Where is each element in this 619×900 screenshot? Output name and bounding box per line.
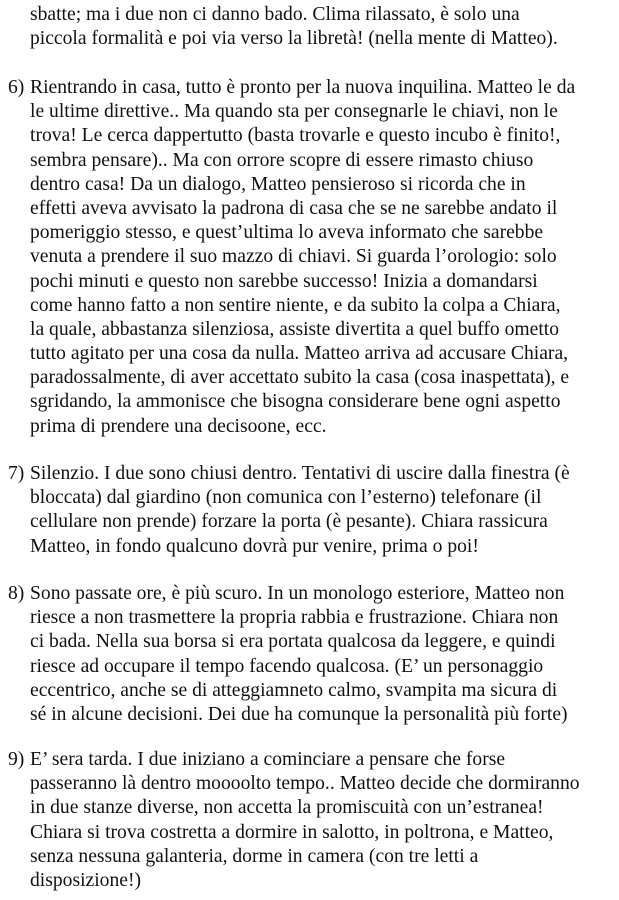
text-line: riesce a non trasmettere la propria rabbia e frustrazione. Chiara non	[30, 607, 559, 629]
item-text	[30, 76, 575, 439]
item-text	[30, 582, 568, 727]
item-number: 8)	[8, 583, 25, 604]
text-line: Sono passate ore, è più scuro. In un monologo esteriore, Matteo non	[30, 583, 565, 604]
item-number: 6)	[8, 77, 25, 98]
item-text	[30, 462, 570, 559]
text-line: eccentrico, anche se di atteggiamneto calmo, svampita ma sicura di	[30, 679, 558, 701]
text-line: disposizione!)	[30, 869, 142, 891]
text-line: le ultime direttive.. Ma quando sta per consegnarle le chiavi, non le	[30, 101, 558, 123]
text-line: paradossalmente, di aver accettato subito la casa (cosa inaspettata), e	[30, 367, 570, 389]
text-line: cellulare non prende) forzare la porta (è pesante). Chiara rassicura	[30, 511, 548, 533]
text-line: pochi minuti e questo non sarebbe successo! Inizia a domandarsi	[30, 270, 538, 292]
text-line: tutto agitato per una cosa da nulla. Matteo arriva ad accusare Chiara,	[30, 343, 569, 365]
item-text	[30, 748, 580, 893]
text-line: passeranno là dentro moooolto tempo.. Matteo decide che dormiranno	[30, 773, 580, 795]
text-line: Silenzio. I due sono chiusi dentro. Tentativi di uscire dalla finestra (è	[30, 463, 570, 484]
text-line: come hanno fatto a non sentire niente, e da subito la colpa a Chiara,	[30, 294, 561, 316]
text-line: senza nessuna galanteria, dorme in camera (con tre letti a	[30, 845, 479, 867]
text-line: pomeriggio stesso, e quest’ultima lo aveva informato che sarebbe	[30, 222, 544, 244]
item-number: 9)	[8, 749, 25, 770]
text-line: Rientrando in casa, tutto è pronto per la nuova inquilina. Matteo le da	[30, 77, 576, 98]
text-line: E’ sera tarda. I due iniziano a cominciare a pensare che forse	[30, 749, 506, 770]
item-number: 7)	[8, 463, 25, 484]
text-line: prima di prendere una decisoone, ecc.	[30, 415, 327, 437]
text-line: piccola formalità e poi via verso la libretà! (nella mente di Matteo).	[30, 28, 558, 50]
text-line: dentro casa! Da un dialogo, Matteo pensieroso si ricorda che in	[30, 173, 526, 195]
text-line: bloccata) dal giardino (non comunica con l’esterno) telefonare (il	[30, 487, 542, 509]
text-line: Matteo, in fondo qualcuno dovrà pur venire, prima o poi!	[30, 535, 479, 557]
text-line: in due stanze diverse, non accetta la promiscuità con un’estranea!	[30, 797, 544, 819]
text-line: sé in alcune decisioni. Dei due ha comunque la personalità più forte)	[30, 703, 568, 725]
text-line: effetti aveva avvisato la padrona di casa che se ne sarebbe andato il	[30, 197, 558, 219]
text-line: trova! Le cerca dappertutto (basta trovarle e questo incubo è finito!,	[30, 125, 561, 147]
intro-paragraph	[0, 3, 619, 51]
text-line: Chiara si trova costretta a dormire in salotto, in poltrona, e Matteo,	[30, 821, 554, 843]
text-line: sgridando, la ammonisce che bisogna considerare bene ogni aspetto	[30, 391, 561, 413]
text-line: la quale, abbastanza silenziosa, assiste divertita a quel buffo ometto	[30, 318, 560, 340]
text-line: venuta a prendere il suo mazzo di chiavi. Si guarda l’orologio: solo	[30, 246, 557, 268]
text-line: ci bada. Nella sua borsa si era portata qualcosa da leggere, e quindi	[30, 631, 556, 653]
text-line: sbatte; ma i due non ci danno bado. Clima rilassato, è solo una	[30, 4, 520, 25]
text-line: riesce ad occupare il tempo facendo qualcosa. (E’ un personaggio	[30, 655, 544, 677]
text-line: sembra pensare).. Ma con orrore scopre di essere rimasto chiuso	[30, 149, 534, 171]
